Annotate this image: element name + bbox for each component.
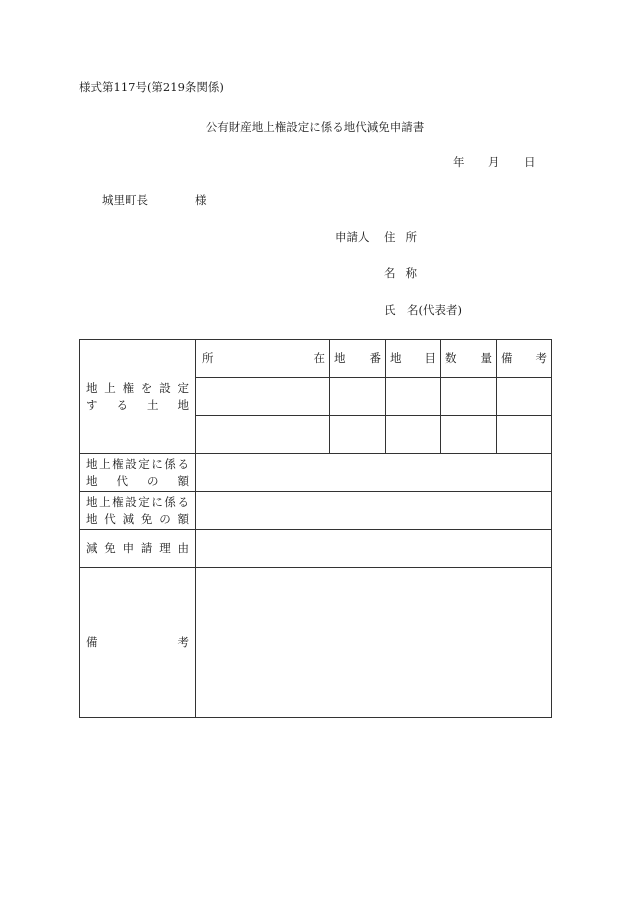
reduction-label-line2: 地代減免の額 [86, 511, 189, 526]
rent-reduction-row [80, 492, 552, 530]
land-category-input-cell[interactable] [386, 378, 441, 416]
lot-number-input-cell[interactable] [330, 416, 386, 454]
date-day-label: 日 [524, 155, 536, 169]
reduction-reason-label: 減免申請理由 [86, 541, 189, 556]
rent-amount-label-cell [80, 454, 196, 492]
rent-label-line2: 地代の額 [86, 473, 189, 488]
rent-reduction-label-cell [80, 492, 196, 530]
reduction-label-line1: 地上権設定に係る [86, 494, 189, 509]
notes-input-cell[interactable] [196, 568, 552, 718]
land-category-input-cell[interactable] [386, 416, 441, 454]
land-category-header: 地目 [390, 351, 436, 366]
remarks-input-cell[interactable] [497, 378, 552, 416]
rent-label-line1: 地上権設定に係る [86, 456, 189, 471]
rent-amount-input-cell[interactable] [196, 454, 552, 492]
notes-label: 備考 [86, 635, 189, 650]
notes-row [80, 568, 552, 718]
location-header: 所在 [202, 351, 325, 366]
location-header-cell [196, 340, 330, 378]
quantity-input-cell[interactable] [441, 416, 497, 454]
location-input-cell[interactable] [196, 378, 330, 416]
applicant-label: 申請人 [335, 230, 370, 244]
lot-number-header: 地番 [334, 351, 381, 366]
land-header-row [80, 340, 552, 378]
notes-label-cell [80, 568, 196, 718]
lot-number-input-cell[interactable] [330, 378, 386, 416]
remarks-input-cell[interactable] [497, 416, 552, 454]
quantity-header-cell [441, 340, 497, 378]
application-form-table [79, 339, 552, 718]
date-month-label: 月 [488, 155, 500, 169]
reduction-reason-label-cell [80, 530, 196, 568]
remarks-header-cell [497, 340, 552, 378]
applicant-representative-label: 氏 名(代表者) [384, 303, 462, 317]
addressee-name: 城里町長 [102, 193, 148, 207]
reduction-reason-row [80, 530, 552, 568]
rent-reduction-input-cell[interactable] [196, 492, 552, 530]
applicant-address-label: 住所 [384, 230, 427, 244]
date-year-label: 年 [453, 155, 465, 169]
applicant-name-label: 名称 [384, 266, 427, 280]
land-label-line1: 地上権を設定 [86, 380, 189, 395]
remarks-header: 備考 [501, 351, 547, 366]
land-label-cell [80, 340, 196, 454]
lot-number-header-cell [330, 340, 386, 378]
form-number: 様式第117号(第219条関係) [79, 80, 224, 94]
land-category-header-cell [386, 340, 441, 378]
document-title: 公有財産地上権設定に係る地代減免申請書 [205, 120, 425, 134]
location-input-cell[interactable] [196, 416, 330, 454]
reduction-reason-input-cell[interactable] [196, 530, 552, 568]
rent-amount-row [80, 454, 552, 492]
land-label-line2: する土地 [86, 397, 189, 412]
addressee-honorific: 様 [195, 193, 207, 207]
quantity-input-cell[interactable] [441, 378, 497, 416]
quantity-header: 数量 [445, 351, 492, 366]
